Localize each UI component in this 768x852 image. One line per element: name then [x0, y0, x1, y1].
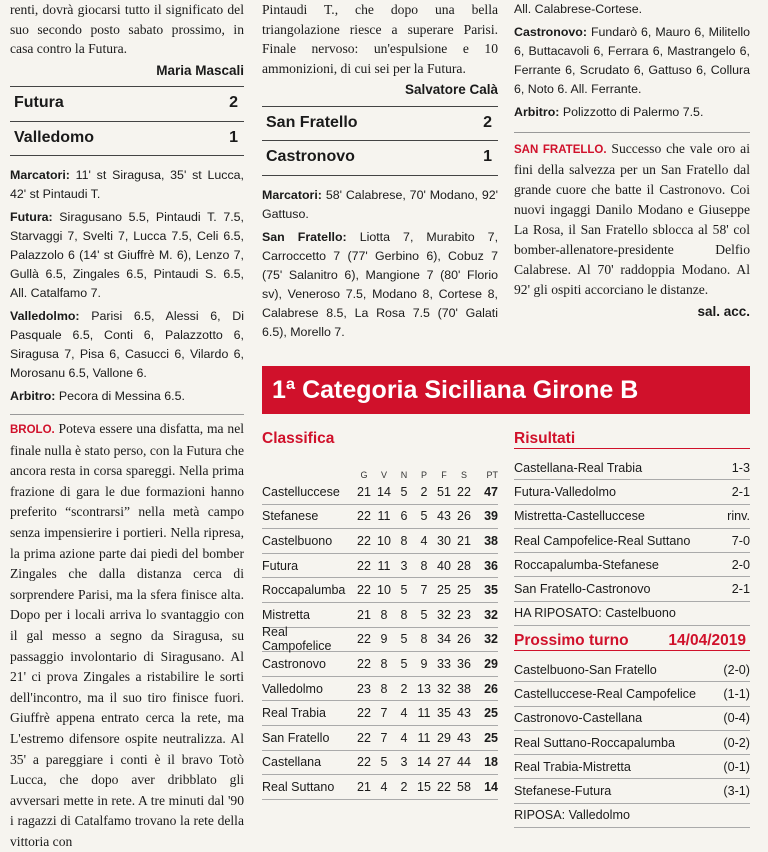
stat-cell: 2: [400, 779, 408, 794]
standings-header: [262, 462, 498, 480]
table-row: [262, 625, 498, 654]
results-title-text: Risultati: [514, 430, 576, 447]
table-row: [262, 554, 498, 579]
match-name: Real Suttano-Roccapalumba: [514, 735, 676, 750]
stat-cell: 6: [400, 509, 408, 524]
stat-cell: 3: [400, 558, 408, 573]
match-name: Real Trabia-Mistretta: [514, 759, 631, 774]
value: Liotta 7, Murabito 7, Carroccetto 7 (77' Gerbino 6), Cobuz 7 (75' Salanitro 6), Mangione 7 (80' Florio sv), Veneroso 7.5, Modano 8, Cortese 8, Calabrese 8.5, La Rosa 7.5 (70' Galati 6.5), Morello 7.: [262, 229, 499, 339]
col-header: F: [441, 470, 447, 480]
stat-cell: 30: [437, 533, 451, 548]
stat-cell: 5: [420, 607, 428, 622]
stat-cell: 8: [400, 533, 408, 548]
stat-cell: 5: [380, 755, 388, 770]
match-score: (0-4): [723, 711, 750, 726]
stat-cell: 11: [417, 730, 431, 745]
stat-cell: 5: [400, 656, 408, 671]
list-item: [514, 553, 750, 577]
stat-cell: 8: [380, 656, 388, 671]
stat-cell: 7: [380, 730, 388, 745]
home-lineup: [262, 228, 498, 342]
stat-cell: 5: [400, 484, 408, 499]
points-cell: 36: [484, 558, 498, 573]
stat-cell: 2: [400, 681, 408, 696]
team-name: Castelbuono: [262, 533, 333, 548]
stat-cell: 26: [457, 509, 471, 524]
team-name: Roccapalumba: [262, 583, 346, 598]
label: Marcatori:: [10, 168, 70, 182]
match-score: (2-0): [723, 662, 750, 677]
list-item: [514, 731, 750, 755]
label: Castronovo:: [514, 25, 587, 39]
table-row: [262, 701, 498, 726]
article-intro: renti, dovrà giocarsi tutto il significato del suo secondo posto sabato prossimo, in casa contro la Futura.: [10, 2, 244, 56]
points-cell: 14: [484, 779, 498, 794]
stat-cell: 8: [420, 558, 428, 573]
stat-cell: 4: [420, 533, 428, 548]
match-score: 2-1: [731, 484, 750, 499]
stat-cell: 43: [457, 730, 471, 745]
team-name: San Fratello: [266, 113, 358, 131]
stat-cell: 23: [357, 681, 371, 696]
match-score: 1-3: [731, 460, 750, 475]
list-item: [514, 529, 750, 553]
stat-cell: 8: [400, 607, 408, 622]
stat-cell: 7: [380, 706, 388, 721]
list-item: [514, 480, 750, 504]
away-lineup: [514, 23, 750, 99]
stat-cell: 8: [380, 607, 388, 622]
article-intro: Pintaudi T., che dopo una bella triangolazione riesce a superare Parisi. Finale nervoso: un'espulsione e 10 ammonizioni, di cui sei per la Futura.: [262, 2, 498, 76]
stat-cell: 27: [437, 755, 451, 770]
stat-cell: 15: [417, 779, 431, 794]
next-round-title: [514, 632, 750, 651]
stat-cell: 8: [380, 681, 388, 696]
stat-cell: 28: [457, 558, 471, 573]
stat-cell: 21: [357, 607, 371, 622]
team-score: 1: [229, 128, 238, 146]
match-name: Futura-Valledolmo: [514, 484, 616, 499]
value: Fundarò 6, Mauro 6, Militello 6, Buttacavoli 6, Ferrara 6, Mastrangelo 6, Ferrante 6, Scrudato 6, Gattuso 6, Collura 6, Noto 6. All. Ferrante.: [514, 25, 750, 96]
value: Pecora di Messina 6.5.: [58, 389, 185, 403]
stat-cell: 36: [457, 656, 471, 671]
stat-cell: 22: [357, 730, 371, 745]
col-header: S: [460, 470, 467, 480]
stat-cell: 43: [437, 509, 451, 524]
next-round-date: 14/04/2019: [668, 632, 746, 649]
stat-cell: 25: [457, 583, 471, 598]
referee: [514, 103, 750, 122]
match-name: HA RIPOSATO: Castelbuono: [514, 606, 676, 621]
team-name: Futura: [14, 94, 64, 111]
results-title: [514, 430, 750, 449]
byline: Maria Mascali: [156, 62, 244, 78]
label: Futura:: [10, 210, 53, 224]
column-middle: [262, 0, 498, 342]
scorers: [10, 166, 244, 204]
points-cell: 39: [484, 509, 498, 524]
label: Valledolmo:: [10, 309, 80, 323]
stat-cell: 25: [437, 583, 451, 598]
list-item: [514, 577, 750, 601]
stat-cell: 4: [400, 730, 408, 745]
match-score: 2-1: [731, 582, 750, 597]
team-score: 2: [229, 94, 238, 111]
stat-cell: 22: [357, 583, 371, 598]
stat-cell: 5: [400, 632, 408, 647]
stat-cell: 4: [400, 706, 408, 721]
list-item: [514, 682, 750, 706]
col-header: G: [360, 470, 368, 480]
stat-cell: 11: [417, 706, 431, 721]
table-row: [262, 775, 498, 800]
referee: [10, 387, 244, 406]
stat-cell: 2: [420, 484, 428, 499]
points-cell: 32: [484, 632, 498, 647]
list-item: [514, 804, 750, 828]
coach: All. Calabrese-Cortese.: [514, 2, 643, 16]
table-row: [262, 529, 498, 554]
match-box: [10, 86, 244, 156]
stat-cell: 26: [457, 632, 471, 647]
article-body: [10, 414, 244, 852]
stat-cell: 10: [377, 583, 391, 598]
match-name: Mistretta-Castelluccese: [514, 509, 645, 524]
list-item: [514, 779, 750, 803]
points-cell: 18: [484, 755, 498, 770]
stat-cell: 14: [377, 484, 391, 499]
team-score: 2: [483, 113, 492, 131]
label: Marcatori:: [262, 187, 322, 202]
stat-cell: 22: [357, 706, 371, 721]
match-score: (0-2): [723, 735, 750, 750]
stat-cell: 44: [457, 755, 471, 770]
article-text: Successo che vale oro ai fini della salvezza per un San Fratello dal grande cuore che batte il Castronovo. Coi nuovi ingaggi Danilo Modano e Giuseppe La Rosa, il San Fratello sblocca al 58' col bomber-allenatore-presidente Delfio Calabrese. Al 70' raddoppia Modano. Al 92' gli ospiti accorciano le distanze.: [514, 141, 750, 297]
kicker: BROLO.: [10, 424, 55, 436]
list-item: [514, 505, 750, 529]
match-box: [262, 106, 498, 176]
match-name: Castronovo-Castellana: [514, 711, 643, 726]
stat-cell: 8: [420, 632, 428, 647]
table-row: [262, 751, 498, 776]
list-item: [514, 658, 750, 682]
team-name: Mistretta: [262, 607, 310, 622]
match-name: Castelluccese-Real Campofelice: [514, 686, 696, 701]
col-header: N: [400, 470, 408, 480]
away-lineup: [10, 307, 244, 383]
points-cell: 35: [484, 583, 498, 598]
match-score: (0-1): [723, 759, 750, 774]
match-name: Castelbuono-San Fratello: [514, 662, 657, 677]
stat-cell: 23: [457, 607, 471, 622]
team-name: Futura: [262, 558, 299, 573]
label: Arbitro:: [10, 389, 56, 403]
stat-cell: 7: [420, 583, 428, 598]
score-row-away: [10, 121, 244, 157]
score-row-away: [262, 140, 498, 176]
stat-cell: 3: [400, 755, 408, 770]
standings-title: Classifica: [262, 430, 335, 447]
points-cell: 25: [484, 706, 498, 721]
match-score: (3-1): [723, 784, 750, 799]
standings-body: [262, 480, 498, 800]
stat-cell: 21: [457, 533, 471, 548]
match-score: (1-1): [723, 686, 750, 701]
match-name: Stefanese-Futura: [514, 784, 612, 799]
points-cell: 32: [484, 607, 498, 622]
value: Parisi 6.5, Alessi 6, Di Pasquale 6.5, Conti 6, Palazzotto 6, Siragusa 7, Pisa 6, Casucci 6, Vilardo 6, Morosanu 6.5, Vallone 6.: [10, 309, 244, 380]
home-lineup: [10, 208, 244, 303]
stat-cell: 11: [377, 509, 391, 524]
table-row: [262, 505, 498, 530]
match-name: Real Campofelice-Real Suttano: [514, 533, 691, 548]
scorers: [262, 186, 498, 224]
stat-cell: 33: [437, 656, 451, 671]
team-name: Stefanese: [262, 509, 319, 524]
team-name: Valledolmo: [262, 681, 323, 696]
match-name: San Fratello-Castronovo: [514, 582, 651, 597]
stat-cell: 38: [457, 681, 471, 696]
team-name: Castelluccese: [262, 484, 340, 499]
stat-cell: 51: [437, 484, 451, 499]
value: Siragusano 5.5, Pintaudi T. 7.5, Starvaggi 7, Svelti 7, Lucca 7.5, Celi 6.5, Palazzolo 6 (14' st Giuffrè M. 6), Lenzo 7, Gullà 6.5, Zingales 6.5, Pintaudi S. 6.5, All. Catalfamo 7.: [10, 210, 244, 300]
stat-cell: 13: [417, 681, 431, 696]
label: Arbitro:: [514, 105, 560, 119]
team-name: Castronovo: [266, 148, 355, 165]
results-list: [514, 456, 750, 626]
byline: Salvatore Calà: [404, 82, 498, 97]
table-row: [262, 652, 498, 677]
col-header: V: [380, 470, 387, 480]
article-text: Poteva essere una disfatta, ma nel finale nulla è stato perso, con la Futura che ancora resta in corsa spareggi. Nella prima frazione di gara le due formazioni hanno preferito “scontrarsi” nella metà campo senza impensierire i portieri. Nella ripresa, la prima azione parte dai piedi del bomber Zingales che dalla distanza cerca di sorprendere Parisi, ma la sfera finisce alta. Dopo per i locali arriva lo svantaggio con il gal messo a segno da Siragusa, su passaggio involontario di Siragusano. Al 21' ci prova Zingales a ristabilire le sorti dell'incontro, ma il suo tiro finisce fuori. Giuffrè appena entrato cerca la rete, ma L'estremo difensore ospite neutralizza. Al 35' a pareggiare i conti è il bravo Totò Lucca, che dopo aver dribblato gli avversari mette in rete. A tre minuti dal '90 i ragazzi di Catalfamo trovano la rete della vittoria con: [10, 421, 245, 849]
points-cell: 25: [484, 730, 498, 745]
stat-cell: 22: [357, 656, 371, 671]
stat-cell: 35: [437, 706, 451, 721]
next-round-list: [514, 658, 750, 828]
stat-cell: 10: [377, 533, 391, 548]
points-cell: 26: [484, 681, 498, 696]
stat-cell: 5: [400, 583, 408, 598]
match-name: Roccapalumba-Stefanese: [514, 557, 659, 572]
kicker: SAN FRATELLO.: [514, 144, 607, 156]
points-cell: 38: [484, 533, 498, 548]
team-name: Real Suttano: [262, 779, 335, 794]
value: 58' Calabrese, 70' Modano, 92' Gattuso.: [262, 187, 498, 221]
stat-cell: 22: [357, 755, 371, 770]
table-row: [262, 726, 498, 751]
byline: sal. acc.: [697, 304, 750, 319]
stat-cell: 22: [357, 632, 371, 647]
stat-cell: 21: [357, 484, 371, 499]
table-row: [262, 603, 498, 628]
col-header: PT: [486, 470, 498, 480]
stat-cell: 4: [380, 779, 388, 794]
stat-cell: 21: [357, 779, 371, 794]
stat-cell: 5: [420, 509, 428, 524]
label: San Fratello:: [262, 229, 347, 244]
stat-cell: 9: [380, 632, 388, 647]
stat-cell: 14: [417, 755, 431, 770]
list-item: [514, 755, 750, 779]
stat-cell: 34: [437, 632, 451, 647]
section-banner: 1ª Categoria Siciliana Girone B: [262, 366, 750, 414]
match-name: RIPOSA: Valledolmo: [514, 808, 630, 823]
stat-cell: 22: [357, 558, 371, 573]
team-name: Real Trabia: [262, 706, 326, 721]
points-cell: 47: [484, 484, 498, 499]
match-score: rinv.: [727, 509, 750, 524]
team-name: Real Campofelice: [262, 625, 332, 654]
points-cell: 29: [484, 656, 498, 671]
article-body: [514, 132, 750, 300]
list-item: [514, 456, 750, 480]
stat-cell: 22: [357, 533, 371, 548]
match-name: Castellana-Real Trabia: [514, 460, 643, 475]
column-left: [10, 0, 244, 852]
stat-cell: 32: [437, 607, 451, 622]
stat-cell: 22: [437, 779, 451, 794]
team-name: Valledomo: [14, 128, 95, 146]
stat-cell: 11: [377, 558, 391, 573]
value: Polizzotto di Palermo 7.5.: [562, 105, 704, 119]
table-row: [262, 677, 498, 702]
stat-cell: 22: [357, 509, 371, 524]
match-score: 7-0: [731, 533, 750, 548]
stat-cell: 29: [437, 730, 451, 745]
stat-cell: 22: [457, 484, 471, 499]
standings-table: [262, 462, 498, 800]
match-score: 2-0: [731, 557, 750, 572]
col-header: P: [420, 470, 427, 480]
list-item: [514, 602, 750, 626]
column-right: [514, 0, 750, 322]
score-row-home: [262, 106, 498, 141]
stat-cell: 32: [437, 681, 451, 696]
stat-cell: 43: [457, 706, 471, 721]
stat-cell: 58: [457, 779, 471, 794]
team-name: San Fratello: [262, 730, 330, 745]
table-row: [262, 480, 498, 505]
team-name: Castellana: [262, 755, 322, 770]
value: 11' st Siragusa, 35' st Lucca, 42' st Pintaudi T.: [10, 168, 244, 201]
stat-cell: 9: [420, 656, 428, 671]
score-row-home: [10, 86, 244, 121]
list-item: [514, 707, 750, 731]
team-score: 1: [483, 148, 492, 165]
table-row: [262, 578, 498, 603]
stat-cell: 40: [437, 558, 451, 573]
team-name: Castronovo: [262, 656, 326, 671]
next-round-label: Prossimo turno: [514, 632, 629, 649]
